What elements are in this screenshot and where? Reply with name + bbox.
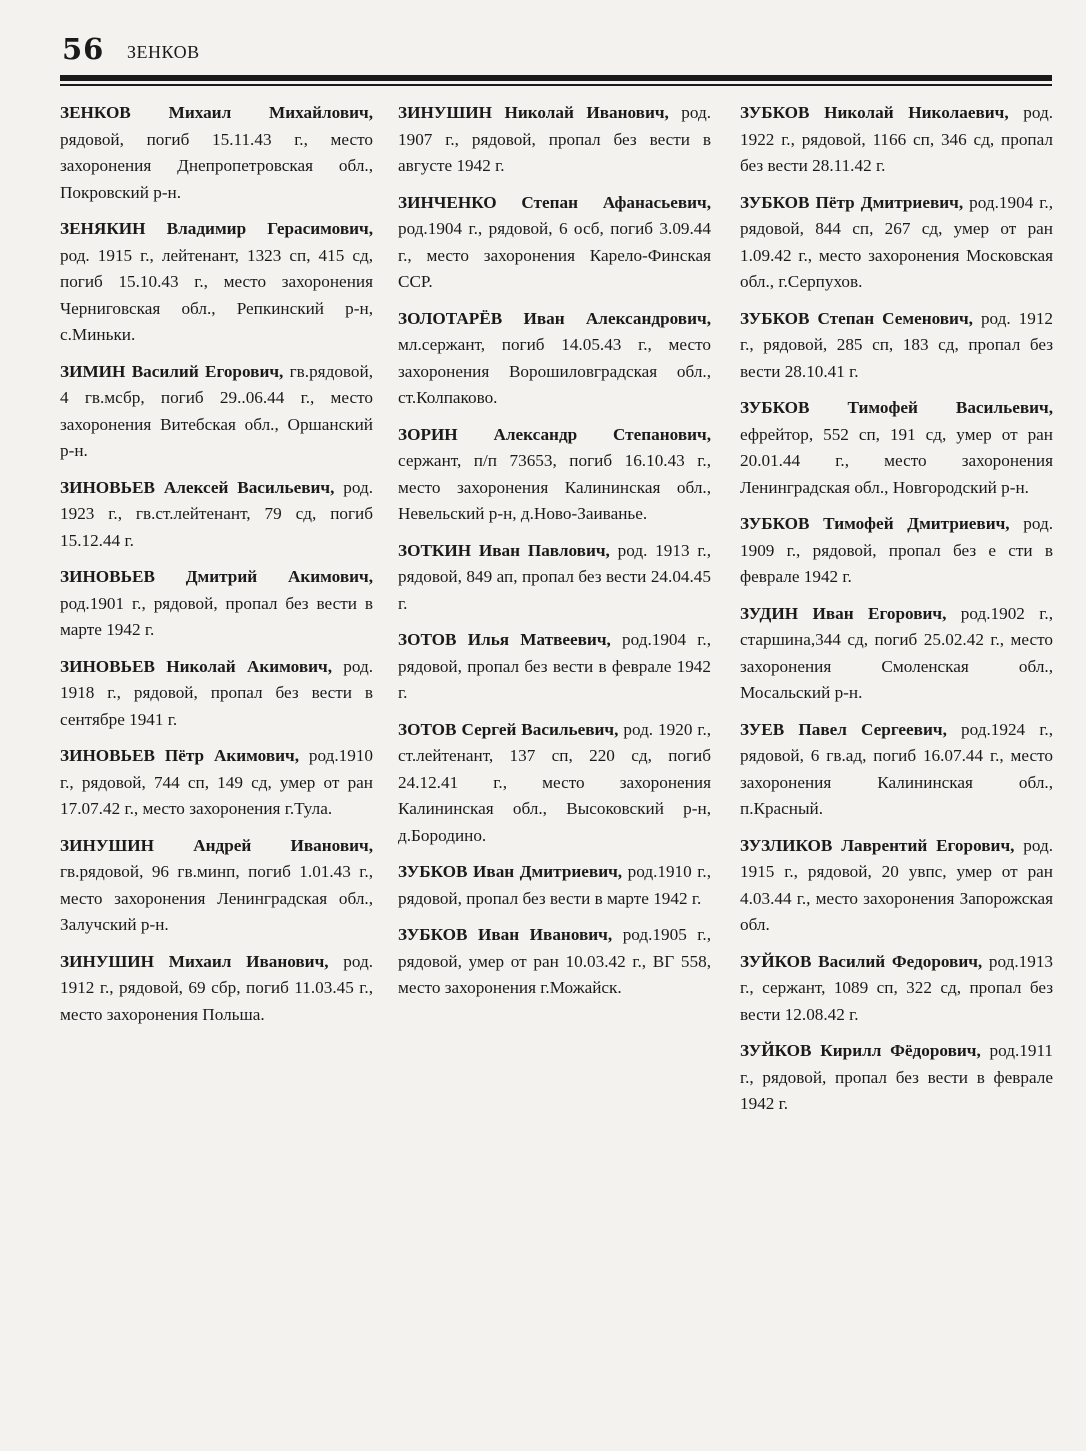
entry-surname: ЗУБКОВ [740,192,810,212]
entry-surname: ЗУЗЛИКОВ [740,835,833,855]
running-head: ЗЕНКОВ [127,42,200,62]
entry-given-name: Илья Матвеевич, [467,630,611,649]
entry-given-name: Степан Семенович, [817,308,973,328]
entry-surname: ЗИНУШИН [398,103,493,122]
entry-details: род.1924 г., рядовой, 6 гв.ад, погиб 16.07.44 г., место захоронения Калининская обл., п.Красный. [740,719,1054,818]
entry-surname: ЗИМИН [60,361,126,381]
entry-surname: ЗОТОВ [398,719,457,739]
entry [60,216,373,349]
entry [398,538,711,618]
entry [398,100,711,180]
entry-given-name: Николай Иванович, [504,103,669,122]
entry [60,359,373,465]
entry-surname: ЗИНОВЬЕВ [60,746,155,765]
entry [740,190,1053,296]
entry-details: род.1904 г., рядовой, 844 сп, 267 сд, умер от ран 1.09.42 г., место захоронения Московская обл., г.Серпухов. [740,192,1053,291]
entry [740,949,1053,1029]
entry-details: гв.рядовой, 96 гв.минп, погиб 1.01.43 г., место захоронения Ленинградская обл., Залучский р-н. [60,862,373,934]
entry-given-name: Степан Афанасьевич, [521,192,711,212]
entry-surname: ЗОРИН [398,424,458,444]
entry [60,475,373,555]
entry-details: род.1911 г., рядовой, пропал без вести в феврале 1942 г. [740,1041,1054,1113]
entry [740,1038,1053,1118]
entry [60,949,373,1029]
page-number: 56 [62,32,105,66]
column-1 [60,100,373,1038]
entry-given-name: Дмитрий Акимович, [185,567,373,586]
entry-details: гв.рядовой, 4 гв.мсбр, погиб 29..06.44 г., место захоронения Витебская обл., Оршанский р-н. [60,361,374,460]
entry-surname: ЗИНОВЬЕВ [60,567,155,586]
entry-given-name: Тимофей Васильевич, [847,398,1053,417]
entry-surname: ЗУБКОВ [740,514,810,533]
entry-surname: ЗИНУШИН [60,835,155,855]
entry [398,859,711,912]
entry-details: ефрейтор, 552 сп, 191 сд, умер от ран 20.01.44 г., место захоронения Ленинградская обл., Новгородский р-н. [740,424,1053,497]
entry-surname: ЗОЛОТАРЁВ [398,308,503,328]
entry [740,717,1053,823]
page-header [62,30,1052,70]
entry-surname: ЗИНОВЬЕВ [60,656,155,676]
entry-details: род. 1918 г., рядовой, пропал без вести в сентябре 1941 г. [60,656,374,729]
entry-details: мл.сержант, погиб 14.05.43 г., место захоронения Ворошиловградская обл., ст.Колпаково. [398,335,711,407]
entry [60,654,373,734]
entry-surname: ЗУБКОВ [740,103,810,122]
entry-details: род. 1920 г., ст.лейтенант, 137 сп, 220 сд, погиб 24.12.41 г., место захоронения Калининская обл., Высоковский р-н, д.Бородино. [398,719,712,845]
entry [398,627,711,707]
entry-given-name: Пётр Акимович, [164,746,299,765]
entry-details: род.1913 г., сержант, 1089 сп, 322 сд, пропал без вести 12.08.42 г. [740,951,1054,1024]
entry-given-name: Пётр Дмитриевич, [815,192,964,212]
entry-details: сержант, п/п 73653, погиб 16.10.43 г., место захоронения Калининская обл., Невельский р-н, д.Ново-Заиванье. [398,451,711,523]
entry [740,306,1053,386]
column-3 [740,100,1053,1128]
entry [740,395,1053,501]
entry-surname: ЗИНЧЕНКО [398,192,497,212]
entry [60,743,373,823]
entry-details: рядовой, погиб 15.11.43 г., место захоронения Днепропетровская обл., Покровский р-н. [60,129,373,202]
entry-given-name: Андрей Иванович, [193,835,374,855]
entry-surname: ЗУБКОВ [398,925,468,944]
entry-details: род.1901 г., рядовой, пропал без вести в марте 1942 г. [60,593,373,639]
entry-details: род.1904 г., рядовой, пропал без вести в феврале 1942 г. [398,630,712,702]
entry-details: род. 1923 г., гв.ст.лейтенант, 79 сд, погиб 15.12.44 г. [60,477,373,550]
entry-details: род. 1909 г., рядовой, пропал без е сти в феврале 1942 г. [740,514,1053,586]
entry-given-name: Тимофей Дмитриевич, [823,514,1010,533]
column-2 [398,100,711,1012]
header-rule-thin [60,84,1052,86]
entry-surname: ЗУБКОВ [398,862,468,881]
entry-details: род.1905 г., рядовой, умер от ран 10.03.42 г., ВГ 558, место захоронения г.Можайск. [398,925,712,997]
entry-given-name: Николай Николаевич, [824,103,1009,122]
entry-given-name: Василий Егорович, [131,361,284,381]
entry-surname: ЗУЕВ [740,719,785,739]
entry [740,100,1053,180]
entry [60,564,373,644]
entry [740,601,1053,707]
entry-surname: ЗОТОВ [398,630,457,649]
entry-surname: ЗУБКОВ [740,398,810,417]
entry [60,833,373,939]
entry-surname: ЗЕНЯКИН [60,219,146,238]
entry-given-name: Владимир Герасимович, [166,219,373,238]
entry-given-name: Иван Егорович, [812,603,947,623]
entry-details: род. 1922 г., рядовой, 1166 сп, 346 сд, пропал без вести 28.11.42 г. [740,103,1054,175]
entry [398,190,711,296]
entry-surname: ЗУДИН [740,603,799,623]
entry [398,306,711,412]
entry-given-name: Иван Иванович, [478,925,613,944]
entry-surname: ЗУЙКОВ [740,951,812,971]
entry-details: род. 1915 г., лейтенант, 1323 сп, 415 сд, погиб 15.10.43 г., место захоронения Черниговская обл., Репкинский р-н, с.Миньки. [60,245,373,344]
entry-details: род.1904 г., рядовой, 6 осб, погиб 3.09.44 г., место захоронения Карело-Финская ССР. [398,219,711,291]
entry-surname: ЗОТКИН [398,540,472,560]
entry-surname: ЗЕНКОВ [60,103,131,122]
entry-details: род. 1912 г., рядовой, 285 сп, 183 сд, пропал без вести 28.10.41 г. [740,308,1054,381]
entry-given-name: Василий Федорович, [818,951,983,971]
entry-details: род.1902 г., старшина,344 сд, погиб 25.02.42 г., место захоронения Смоленская обл., Мосальский р-н. [740,603,1054,702]
entry-surname: ЗИНОВЬЕВ [60,477,155,497]
entry-given-name: Алексей Васильевич, [163,477,335,497]
entry [398,922,711,1002]
entry [60,100,373,206]
entry-given-name: Павел Сергеевич, [798,719,947,739]
entry-surname: ЗИНУШИН [60,951,155,971]
entry-surname: ЗУБКОВ [740,308,810,328]
entry-details: род. 1915 г., рядовой, 20 увпс, умер от ран 4.03.44 г., место захоронения Запорожская обл. [740,835,1054,934]
entry-given-name: Иван Александрович, [523,308,711,328]
entry-details: род. 1913 г., рядовой, 849 ап, пропал без вести 24.04.45 г. [398,540,712,613]
entry-given-name: Александр Степанович, [493,424,711,444]
entry-details: род. 1912 г., рядовой, 69 сбр, погиб 11.03.45 г., место захоронения Польша. [60,951,374,1024]
entry [740,511,1053,591]
entry [740,833,1053,939]
header-rule-thick [60,75,1052,81]
entry-given-name: Иван Дмитриевич, [473,862,623,881]
entry [398,422,711,528]
entry-given-name: Михаил Михайлович, [168,103,374,122]
entry-details: род. 1907 г., рядовой, пропал без вести в августе 1942 г. [398,103,711,175]
entry [398,717,711,850]
entry-given-name: Лаврентий Егорович, [841,835,1015,855]
entry-given-name: Михаил Иванович, [168,951,329,971]
entry-details: род.1910 г., рядовой, 744 сп, 149 сд, умер от ран 17.07.42 г., место захоронения г.Тула. [60,746,374,818]
entry-given-name: Кирилл Фёдорович, [820,1041,981,1060]
entry-given-name: Сергей Васильевич, [461,719,619,739]
entry-details: род.1910 г., рядовой, пропал без вести в марте 1942 г. [398,862,711,908]
entry-surname: ЗУЙКОВ [740,1041,812,1060]
entry-given-name: Иван Павлович, [478,540,610,560]
entry-given-name: Николай Акимович, [166,656,332,676]
